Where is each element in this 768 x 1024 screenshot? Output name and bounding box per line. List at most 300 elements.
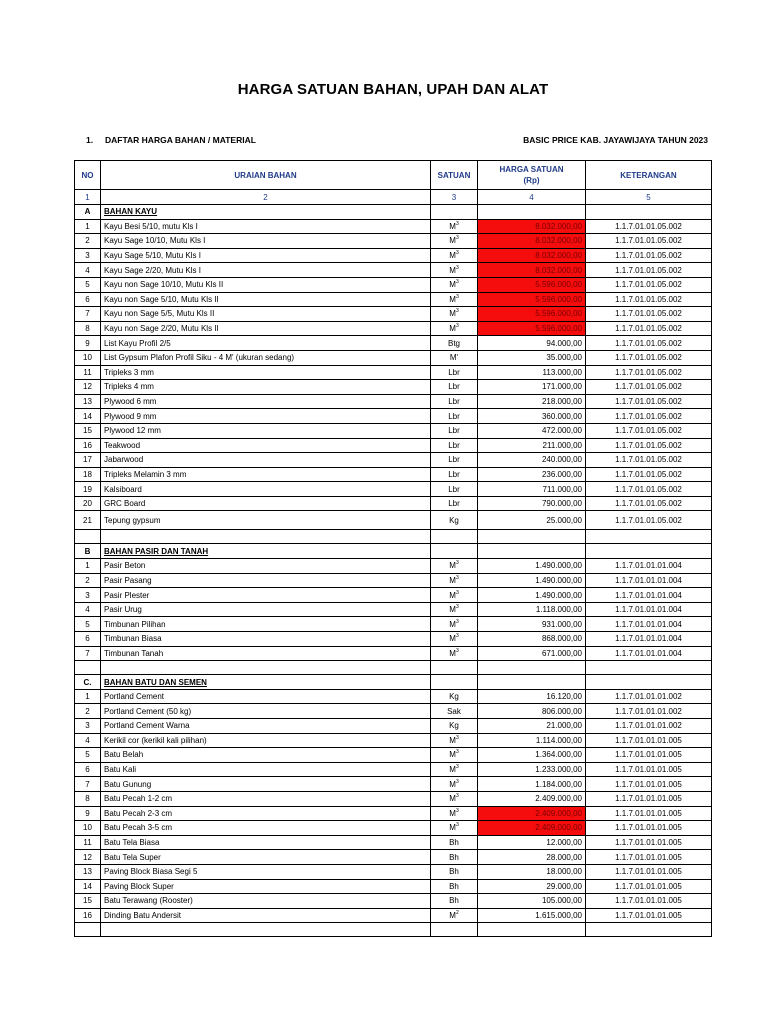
unit-text: M <box>449 590 456 600</box>
table-row <box>75 409 712 424</box>
unit-text: M <box>449 221 456 231</box>
item-keterangan: 1.1.7.01.01.05.002 <box>586 496 712 511</box>
unit-exponent: 3 <box>455 793 459 800</box>
unit-text: M' <box>449 353 459 363</box>
unit-exponent: 3 <box>455 293 459 300</box>
spacer-row <box>75 923 712 937</box>
unit-text: Lbr <box>448 484 460 494</box>
item-no: 13 <box>75 864 101 879</box>
item-uraian: Pasir Plester <box>101 588 431 603</box>
item-no: 15 <box>75 423 101 438</box>
item-unit <box>431 394 478 409</box>
item-unit <box>431 894 478 909</box>
group-name: BAHAN BATU DAN SEMEN <box>101 675 431 690</box>
item-uraian: Plywood 6 mm <box>101 394 431 409</box>
item-keterangan: 1.1.7.01.01.01.005 <box>586 748 712 763</box>
item-no: 7 <box>75 307 101 322</box>
item-no: 1 <box>75 559 101 574</box>
table-header-row <box>75 161 712 190</box>
item-keterangan: 1.1.7.01.01.01.002 <box>586 719 712 734</box>
empty-cell <box>431 923 478 937</box>
item-no: 18 <box>75 467 101 482</box>
item-keterangan: 1.1.7.01.01.01.004 <box>586 617 712 632</box>
table-row <box>75 336 712 351</box>
item-price: 790.000,00 <box>478 496 586 511</box>
item-keterangan: 1.1.7.01.01.01.005 <box>586 864 712 879</box>
item-price-highlighted: 2.409.000,00 <box>478 821 586 836</box>
col-header-no: NO <box>75 161 101 190</box>
item-uraian: Tepung gypsum <box>101 511 431 530</box>
item-no: 7 <box>75 777 101 792</box>
item-uraian: Portland Cement <box>101 689 431 704</box>
unit-exponent: 3 <box>455 734 459 741</box>
unit-text: M <box>449 823 456 833</box>
item-uraian: Batu Pecah 3-5 cm <box>101 821 431 836</box>
item-unit <box>431 602 478 617</box>
item-unit <box>431 496 478 511</box>
item-uraian: Batu Pecah 2-3 cm <box>101 806 431 821</box>
item-no: 1 <box>75 689 101 704</box>
item-price: 218.000,00 <box>478 394 586 409</box>
unit-exponent: 3 <box>455 618 459 625</box>
item-no: 6 <box>75 762 101 777</box>
unit-exponent: 3 <box>455 574 459 581</box>
item-price: 25.000,00 <box>478 511 586 530</box>
item-uraian: Tripleks Melamin 3 mm <box>101 467 431 482</box>
item-no: 16 <box>75 908 101 923</box>
item-no: 1 <box>75 219 101 234</box>
item-price-highlighted: 8.032.000,00 <box>478 219 586 234</box>
item-unit <box>431 632 478 647</box>
item-no: 14 <box>75 879 101 894</box>
empty-cell <box>478 205 586 220</box>
unit-text: M <box>449 561 456 571</box>
empty-cell <box>586 923 712 937</box>
item-unit <box>431 704 478 719</box>
item-price-highlighted: 5.596.000,00 <box>478 277 586 292</box>
item-no: 17 <box>75 453 101 468</box>
item-uraian: Kayu non Sage 2/20, Mutu Kls II <box>101 321 431 336</box>
item-price-highlighted: 8.032.000,00 <box>478 248 586 263</box>
unit-exponent: 2 <box>455 910 459 917</box>
item-keterangan: 1.1.7.01.01.01.005 <box>586 879 712 894</box>
item-keterangan: 1.1.7.01.01.05.002 <box>586 277 712 292</box>
unit-text: Bh <box>449 867 459 877</box>
item-keterangan: 1.1.7.01.01.01.005 <box>586 821 712 836</box>
item-price: 1.233.000,00 <box>478 762 586 777</box>
item-uraian: Batu Belah <box>101 748 431 763</box>
section-heading <box>86 135 256 145</box>
item-no: 12 <box>75 850 101 865</box>
item-no: 20 <box>75 496 101 511</box>
item-uraian: Batu Pecah 1-2 cm <box>101 791 431 806</box>
item-keterangan: 1.1.7.01.01.01.002 <box>586 704 712 719</box>
item-unit <box>431 307 478 322</box>
item-uraian: GRC Board <box>101 496 431 511</box>
item-uraian: Kayu Sage 10/10, Mutu Kls I <box>101 234 431 249</box>
item-price: 211.000,00 <box>478 438 586 453</box>
item-keterangan: 1.1.7.01.01.05.002 <box>586 263 712 278</box>
unit-text: M <box>449 779 456 789</box>
table-row <box>75 307 712 322</box>
column-index: 1 <box>75 190 101 205</box>
col-header-harga-line1: HARGA SATUAN <box>499 165 564 174</box>
item-keterangan: 1.1.7.01.01.01.004 <box>586 602 712 617</box>
unit-text: Bh <box>449 881 459 891</box>
item-keterangan: 1.1.7.01.01.05.002 <box>586 511 712 530</box>
item-keterangan: 1.1.7.01.01.01.005 <box>586 791 712 806</box>
item-price-highlighted: 5.596.000,00 <box>478 321 586 336</box>
item-price: 1.114.000,00 <box>478 733 586 748</box>
item-uraian: Portland Cement (50 kg) <box>101 704 431 719</box>
item-keterangan: 1.1.7.01.01.05.002 <box>586 380 712 395</box>
table-row <box>75 277 712 292</box>
spacer-row <box>75 530 712 544</box>
unit-text: Lbr <box>448 397 460 407</box>
item-unit <box>431 646 478 661</box>
item-unit <box>431 835 478 850</box>
item-no: 5 <box>75 277 101 292</box>
item-uraian: Dinding Batu Andersit <box>101 908 431 923</box>
item-unit <box>431 864 478 879</box>
table-row <box>75 438 712 453</box>
table-row <box>75 617 712 632</box>
table-row <box>75 646 712 661</box>
unit-text: M <box>449 648 456 658</box>
unit-exponent: 3 <box>455 749 459 756</box>
empty-cell <box>478 675 586 690</box>
unit-exponent: 3 <box>455 220 459 227</box>
item-keterangan: 1.1.7.01.01.05.002 <box>586 350 712 365</box>
item-uraian: Plywood 9 mm <box>101 409 431 424</box>
table-row <box>75 380 712 395</box>
unit-text: Sak <box>447 706 461 716</box>
table-row <box>75 689 712 704</box>
item-keterangan: 1.1.7.01.01.01.004 <box>586 559 712 574</box>
column-index-row <box>75 190 712 205</box>
item-price: 360.000,00 <box>478 409 586 424</box>
item-unit <box>431 821 478 836</box>
item-price: 671.000,00 <box>478 646 586 661</box>
table-row <box>75 350 712 365</box>
item-unit <box>431 748 478 763</box>
item-no: 19 <box>75 482 101 497</box>
item-no: 7 <box>75 646 101 661</box>
unit-exponent: 3 <box>455 633 459 640</box>
unit-exponent: 3 <box>455 764 459 771</box>
item-unit <box>431 908 478 923</box>
item-price: 12.000,00 <box>478 835 586 850</box>
item-price: 171.000,00 <box>478 380 586 395</box>
item-price-highlighted: 5.596.000,00 <box>478 292 586 307</box>
table-row <box>75 806 712 821</box>
unit-text: Bh <box>449 852 459 862</box>
table-row <box>75 482 712 497</box>
item-unit <box>431 423 478 438</box>
empty-cell <box>75 530 101 544</box>
item-unit <box>431 263 478 278</box>
item-uraian: Kayu non Sage 5/10, Mutu Kls II <box>101 292 431 307</box>
table-row <box>75 573 712 588</box>
item-no: 3 <box>75 248 101 263</box>
item-unit <box>431 438 478 453</box>
empty-cell <box>586 675 712 690</box>
item-keterangan: 1.1.7.01.01.01.005 <box>586 835 712 850</box>
item-keterangan: 1.1.7.01.01.01.005 <box>586 850 712 865</box>
unit-text: M <box>449 911 456 921</box>
item-keterangan: 1.1.7.01.01.01.005 <box>586 777 712 792</box>
item-price: 16.120,00 <box>478 689 586 704</box>
spacer-row <box>75 661 712 675</box>
item-no: 6 <box>75 632 101 647</box>
unit-text: M <box>449 280 456 290</box>
table-row <box>75 864 712 879</box>
item-unit <box>431 806 478 821</box>
item-unit <box>431 321 478 336</box>
item-uraian: Batu Tela Super <box>101 850 431 865</box>
item-keterangan: 1.1.7.01.01.05.002 <box>586 234 712 249</box>
group-name: BAHAN PASIR DAN TANAH <box>101 544 431 559</box>
item-price: 1.615.000,00 <box>478 908 586 923</box>
table-row <box>75 894 712 909</box>
table-row <box>75 632 712 647</box>
item-price: 28.000,00 <box>478 850 586 865</box>
item-uraian: Portland Cement Warna <box>101 719 431 734</box>
item-keterangan: 1.1.7.01.01.05.002 <box>586 453 712 468</box>
item-unit <box>431 453 478 468</box>
unit-text: M <box>449 324 456 334</box>
table-row <box>75 879 712 894</box>
item-uraian: Plywood 12 mm <box>101 423 431 438</box>
unit-text: M <box>449 236 456 246</box>
material-price-table <box>74 160 712 937</box>
item-keterangan: 1.1.7.01.01.05.002 <box>586 307 712 322</box>
item-uraian: Paving Block Super <box>101 879 431 894</box>
item-unit <box>431 733 478 748</box>
empty-cell <box>101 923 431 937</box>
item-price: 113.000,00 <box>478 365 586 380</box>
item-unit <box>431 850 478 865</box>
empty-cell <box>75 661 101 675</box>
item-keterangan: 1.1.7.01.01.01.004 <box>586 573 712 588</box>
item-keterangan: 1.1.7.01.01.01.005 <box>586 762 712 777</box>
item-unit <box>431 719 478 734</box>
item-keterangan: 1.1.7.01.01.05.002 <box>586 248 712 263</box>
item-uraian: Kayu non Sage 5/5, Mutu Kls II <box>101 307 431 322</box>
table-row <box>75 292 712 307</box>
unit-text: M <box>449 794 456 804</box>
item-unit <box>431 791 478 806</box>
item-unit <box>431 365 478 380</box>
item-price: 711.000,00 <box>478 482 586 497</box>
unit-exponent: 3 <box>455 250 459 257</box>
unit-exponent: 3 <box>455 235 459 242</box>
unit-text: M <box>449 750 456 760</box>
col-header-uraian: URAIAN BAHAN <box>101 161 431 190</box>
column-index: 5 <box>586 190 712 205</box>
item-price-highlighted: 5.596.000,00 <box>478 307 586 322</box>
item-uraian: Kayu Sage 2/20, Mutu Kls I <box>101 263 431 278</box>
unit-exponent: 3 <box>455 807 459 814</box>
section-number: 1. <box>86 135 94 145</box>
unit-text: M <box>449 265 456 275</box>
item-uraian: Timbunan Pilihan <box>101 617 431 632</box>
item-unit <box>431 248 478 263</box>
item-unit <box>431 409 478 424</box>
section-title: DAFTAR HARGA BAHAN / MATERIAL <box>105 135 256 145</box>
unit-exponent: 3 <box>455 778 459 785</box>
unit-text: M <box>449 619 456 629</box>
item-uraian: Timbunan Tanah <box>101 646 431 661</box>
item-price: 105.000,00 <box>478 894 586 909</box>
item-uraian: Pasir Pasang <box>101 573 431 588</box>
item-price: 2.409.000,00 <box>478 791 586 806</box>
unit-exponent: 3 <box>455 589 459 596</box>
group-code: A <box>75 205 101 220</box>
item-no: 4 <box>75 602 101 617</box>
unit-text: Lbr <box>448 382 460 392</box>
table-row <box>75 748 712 763</box>
table-row <box>75 321 712 336</box>
item-no: 16 <box>75 438 101 453</box>
item-keterangan: 1.1.7.01.01.01.004 <box>586 646 712 661</box>
page-title: HARGA SATUAN BAHAN, UPAH DAN ALAT <box>237 81 549 98</box>
column-index: 4 <box>478 190 586 205</box>
item-no: 2 <box>75 704 101 719</box>
item-no: 12 <box>75 380 101 395</box>
item-keterangan: 1.1.7.01.01.05.002 <box>586 292 712 307</box>
item-keterangan: 1.1.7.01.01.05.002 <box>586 321 712 336</box>
item-unit <box>431 617 478 632</box>
item-no: 6 <box>75 292 101 307</box>
item-no: 8 <box>75 791 101 806</box>
table-row <box>75 791 712 806</box>
item-uraian: Kayu Sage 5/10, Mutu Kls I <box>101 248 431 263</box>
unit-text: M <box>449 808 456 818</box>
table-row <box>75 219 712 234</box>
table-row <box>75 234 712 249</box>
item-keterangan: 1.1.7.01.01.01.005 <box>586 894 712 909</box>
table-row <box>75 248 712 263</box>
item-keterangan: 1.1.7.01.01.05.002 <box>586 438 712 453</box>
item-keterangan: 1.1.7.01.01.05.002 <box>586 409 712 424</box>
empty-cell <box>431 544 478 559</box>
item-uraian: Kayu Besi 5/10, mutu Kls I <box>101 219 431 234</box>
table-row <box>75 423 712 438</box>
item-uraian: Pasir Beton <box>101 559 431 574</box>
item-unit <box>431 277 478 292</box>
unit-text: M <box>449 735 456 745</box>
table-row <box>75 496 712 511</box>
item-price: 1.490.000,00 <box>478 573 586 588</box>
item-price: 35.000,00 <box>478 350 586 365</box>
item-unit <box>431 380 478 395</box>
table-row <box>75 394 712 409</box>
item-no: 2 <box>75 573 101 588</box>
item-no: 2 <box>75 234 101 249</box>
table-row <box>75 365 712 380</box>
item-no: 5 <box>75 748 101 763</box>
item-keterangan: 1.1.7.01.01.05.002 <box>586 423 712 438</box>
table-row <box>75 559 712 574</box>
column-index: 2 <box>101 190 431 205</box>
col-header-keterangan: KETERANGAN <box>586 161 712 190</box>
table-row <box>75 821 712 836</box>
unit-text: Lbr <box>448 440 460 450</box>
empty-cell <box>586 661 712 675</box>
group-header-row <box>75 205 712 220</box>
table-row <box>75 511 712 530</box>
item-uraian: List Gypsum Plafon Profil Siku - 4 M' (ukuran sedang) <box>101 350 431 365</box>
item-uraian: Kerikil cor (kerikil kali pilihan) <box>101 733 431 748</box>
item-price: 868.000,00 <box>478 632 586 647</box>
item-keterangan: 1.1.7.01.01.05.002 <box>586 219 712 234</box>
item-uraian: Jabarwood <box>101 453 431 468</box>
empty-cell <box>431 205 478 220</box>
item-unit <box>431 234 478 249</box>
item-keterangan: 1.1.7.01.01.01.004 <box>586 632 712 647</box>
item-price: 240.000,00 <box>478 453 586 468</box>
table-row <box>75 733 712 748</box>
unit-text: Lbr <box>448 499 460 509</box>
empty-cell <box>586 530 712 544</box>
item-uraian: Batu Tela Biasa <box>101 835 431 850</box>
table-row <box>75 263 712 278</box>
item-uraian: Kayu non Sage 10/10, Mutu Kls II <box>101 277 431 292</box>
table-row <box>75 453 712 468</box>
unit-text: M <box>449 575 456 585</box>
table-row <box>75 850 712 865</box>
item-keterangan: 1.1.7.01.01.05.002 <box>586 394 712 409</box>
item-no: 11 <box>75 365 101 380</box>
item-price: 1.364.000,00 <box>478 748 586 763</box>
item-price-highlighted: 8.032.000,00 <box>478 263 586 278</box>
item-no: 9 <box>75 336 101 351</box>
item-no: 14 <box>75 409 101 424</box>
item-no: 3 <box>75 719 101 734</box>
unit-text: M <box>449 309 456 319</box>
unit-text: Lbr <box>448 469 460 479</box>
empty-cell <box>478 530 586 544</box>
item-unit <box>431 336 478 351</box>
item-price: 18.000,00 <box>478 864 586 879</box>
item-unit <box>431 588 478 603</box>
unit-exponent: 3 <box>455 647 459 654</box>
item-keterangan: 1.1.7.01.01.05.002 <box>586 365 712 380</box>
item-keterangan: 1.1.7.01.01.01.005 <box>586 908 712 923</box>
item-no: 9 <box>75 806 101 821</box>
item-uraian: Batu Kali <box>101 762 431 777</box>
item-price: 29.000,00 <box>478 879 586 894</box>
item-unit <box>431 219 478 234</box>
empty-cell <box>586 544 712 559</box>
item-price: 931.000,00 <box>478 617 586 632</box>
group-code: C. <box>75 675 101 690</box>
item-keterangan: 1.1.7.01.01.05.002 <box>586 482 712 497</box>
item-no: 8 <box>75 321 101 336</box>
item-uraian: Tripleks 3 mm <box>101 365 431 380</box>
item-unit <box>431 482 478 497</box>
unit-text: M <box>449 765 456 775</box>
empty-cell <box>101 530 431 544</box>
table-row <box>75 467 712 482</box>
column-index: 3 <box>431 190 478 205</box>
item-uraian: Timbunan Biasa <box>101 632 431 647</box>
item-keterangan: 1.1.7.01.01.01.005 <box>586 806 712 821</box>
col-header-satuan: SATUAN <box>431 161 478 190</box>
table-row <box>75 835 712 850</box>
table-row <box>75 908 712 923</box>
